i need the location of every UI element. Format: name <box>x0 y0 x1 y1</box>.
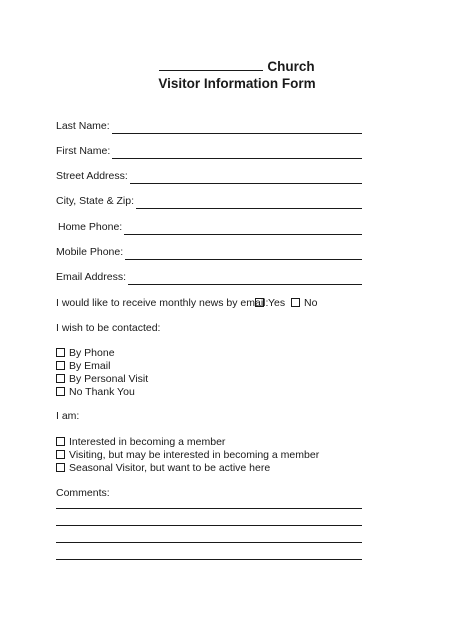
status-option-member[interactable] <box>56 436 225 449</box>
status-member-checkbox[interactable] <box>56 437 65 446</box>
home-phone-field <box>58 219 362 235</box>
newsletter-no-option[interactable] <box>291 297 317 310</box>
newsletter-no-label: No <box>304 297 318 309</box>
first-name-input-line[interactable] <box>112 148 362 159</box>
street-address-field <box>56 168 362 184</box>
status-option-visiting[interactable] <box>56 449 319 462</box>
status-visiting-checkbox[interactable] <box>56 450 65 459</box>
newsletter-yes-option[interactable] <box>255 297 285 310</box>
comments-line[interactable] <box>56 525 362 526</box>
contact-option-phone[interactable] <box>56 347 115 360</box>
email-address-input-line[interactable] <box>128 274 362 285</box>
church-name-blank[interactable] <box>159 58 263 71</box>
status-option-label: Seasonal Visitor, but want to be active here <box>69 462 271 474</box>
last-name-field <box>56 118 362 134</box>
last-name-label: Last Name: <box>56 120 110 132</box>
contact-option-label: By Personal Visit <box>69 373 149 385</box>
home-phone-label: Home Phone: <box>58 221 123 233</box>
comments-line[interactable] <box>56 508 362 509</box>
last-name-input-line[interactable] <box>112 123 362 134</box>
contact-option-label: By Phone <box>69 347 115 359</box>
city-state-zip-input-line[interactable] <box>136 198 362 209</box>
street-address-label: Street Address: <box>56 170 128 182</box>
newsletter-no-checkbox[interactable] <box>291 298 300 307</box>
contact-option-email[interactable] <box>56 360 110 373</box>
church-name-title <box>0 58 474 75</box>
first-name-label: First Name: <box>56 145 111 157</box>
contact-email-checkbox[interactable] <box>56 361 65 370</box>
church-label: Church <box>267 59 315 74</box>
contact-option-none[interactable] <box>56 386 135 399</box>
city-state-zip-label: City, State & Zip: <box>56 195 134 207</box>
mobile-phone-input-line[interactable] <box>125 249 362 260</box>
street-address-input-line[interactable] <box>130 173 362 184</box>
comments-line[interactable] <box>56 559 362 560</box>
status-option-label: Visiting, but may be interested in becoming a member <box>69 449 320 461</box>
mobile-phone-field <box>56 244 362 260</box>
form-title: Visitor Information Form <box>158 76 316 91</box>
status-option-seasonal[interactable] <box>56 462 270 475</box>
email-address-field <box>56 269 362 285</box>
contact-option-label: By Email <box>69 360 111 372</box>
first-name-field <box>56 143 362 159</box>
email-address-label: Email Address: <box>56 271 127 283</box>
status-question: I am: <box>56 410 80 422</box>
contact-none-checkbox[interactable] <box>56 387 65 396</box>
contact-option-label: No Thank You <box>69 386 135 398</box>
status-option-label: Interested in becoming a member <box>69 436 226 448</box>
city-state-zip-field <box>56 193 362 209</box>
home-phone-input-line[interactable] <box>124 224 362 235</box>
contact-phone-checkbox[interactable] <box>56 348 65 357</box>
status-seasonal-checkbox[interactable] <box>56 463 65 472</box>
contact-option-visit[interactable] <box>56 373 148 386</box>
comments-label: Comments: <box>56 487 110 499</box>
contact-question: I wish to be contacted: <box>56 322 161 334</box>
newsletter-yes-label: Yes <box>268 297 286 309</box>
mobile-phone-label: Mobile Phone: <box>56 246 124 258</box>
newsletter-question: I would like to receive monthly news by email: <box>56 297 269 309</box>
contact-visit-checkbox[interactable] <box>56 374 65 383</box>
comments-line[interactable] <box>56 542 362 543</box>
newsletter-yes-checkbox[interactable] <box>255 298 264 307</box>
